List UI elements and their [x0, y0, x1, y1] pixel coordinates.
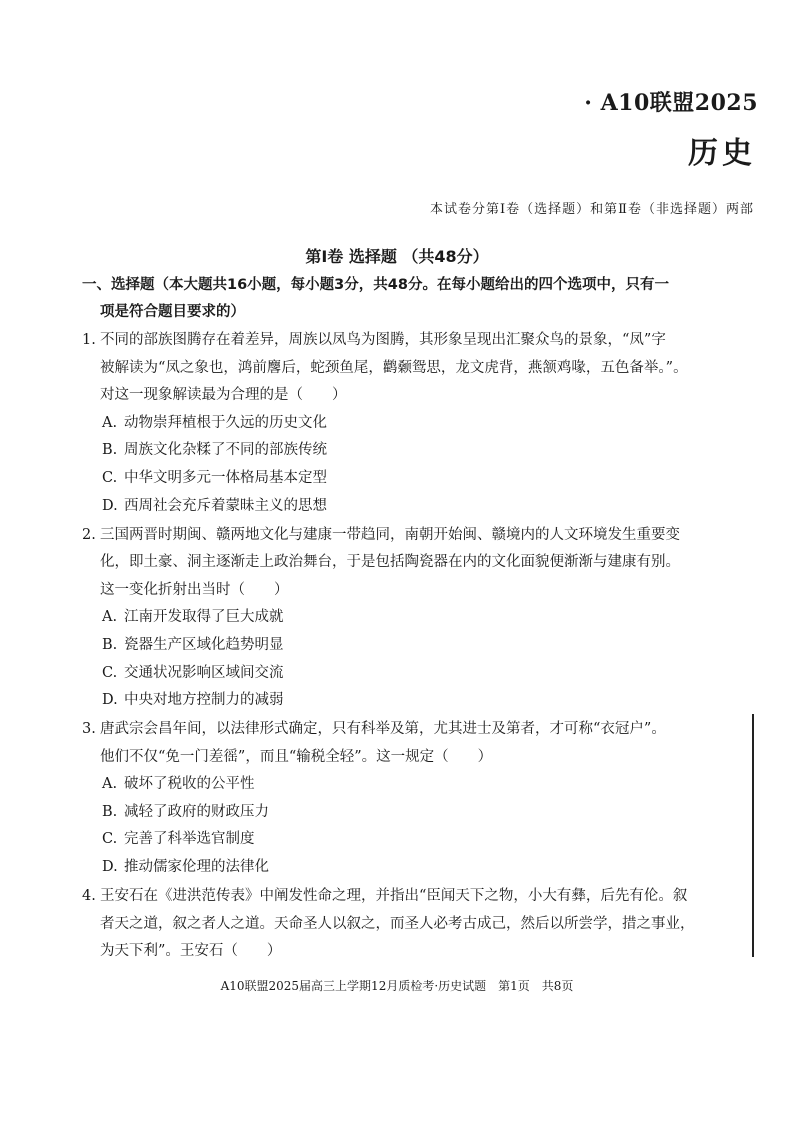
option-text: 交通状况影响区域间交流	[124, 664, 284, 681]
question-2	[82, 522, 722, 715]
option-letter: C.	[102, 831, 118, 848]
question-3	[82, 716, 722, 882]
answer-option	[82, 854, 722, 882]
option-text: 减轻了政府的财政压力	[124, 803, 269, 820]
question-stem-line: 化，即土豪、洞主逐渐走上政治舞台，于是包括陶瓷器在内的文化面貌便渐渐与建康有别。	[100, 554, 680, 571]
question-stem-line: 唐武宗会昌年间，以法律形式确定，只有科举及第，尤其进士及第者，才可称“衣冠户”。	[100, 721, 666, 738]
question-stem-line: 他们不仅“免一门差徭”，而且“输税全轻”。这一规定（ ）	[100, 748, 493, 765]
option-letter: B.	[102, 803, 118, 820]
option-text: 江南开发取得了巨大成就	[124, 609, 284, 626]
question-1	[82, 327, 722, 520]
subject-title: 历史	[688, 136, 756, 171]
answer-option	[82, 410, 722, 438]
section-heading-line2: 项是符合题目要求的）	[100, 304, 245, 320]
question-number: 1.	[82, 332, 96, 348]
question-number: 2.	[82, 526, 96, 543]
question-stem-line: 为天下利”。王安石（ ）	[100, 943, 282, 960]
question-stem-first-line	[82, 522, 722, 550]
option-letter: A.	[102, 776, 118, 793]
page-footer: A10联盟2025届高三上学期12月质检考·历史试题 第1页 共8页	[220, 979, 574, 993]
option-letter: D.	[102, 692, 118, 709]
question-stem-line: 三国两晋时期闽、赣两地文化与建康一带趋同，南朝开始闽、赣境内的人文环境发生重要变	[100, 526, 680, 543]
question-stem-line: 这一变化折射出当时（ ）	[100, 581, 289, 598]
option-text: 瓷器生产区域化趋势明显	[124, 636, 284, 653]
question-stem-line: 对这一现象解读最为合理的是（ ）	[100, 387, 347, 404]
answer-option	[82, 493, 722, 521]
exam-brand-title: · A10联盟2025	[584, 90, 758, 116]
option-letter: B.	[102, 442, 118, 459]
option-letter: A.	[102, 609, 118, 626]
part-title: 第Ⅰ卷 选择题 （共48分）	[305, 247, 489, 266]
option-text: 中央对地方控制力的减弱	[124, 692, 284, 709]
answer-option	[82, 826, 722, 854]
option-text: 破坏了税收的公平性	[124, 776, 255, 793]
question-stem-first-line	[82, 327, 722, 355]
option-letter: A.	[102, 414, 118, 431]
question-number: 3.	[82, 721, 96, 738]
answer-option	[82, 437, 722, 465]
question-stem-first-line	[82, 883, 722, 911]
margin-rule	[752, 714, 754, 957]
option-text: 动物崇拜植根于久远的历史文化	[124, 414, 327, 431]
answer-option	[82, 771, 722, 799]
question-stem-line: 王安石在《进洪范传表》中阐发性命之理，并指出“臣闻天下之物，小大有彝，后先有伦。叙	[100, 888, 688, 905]
section-heading	[82, 272, 722, 326]
answer-option	[82, 687, 722, 715]
option-letter: D.	[102, 859, 118, 876]
question-list	[82, 327, 722, 967]
option-letter: D.	[102, 497, 118, 514]
option-text: 周族文化杂糅了不同的部族传统	[124, 442, 327, 459]
option-letter: C.	[102, 664, 118, 681]
answer-option	[82, 604, 722, 632]
option-text: 推动儒家伦理的法律化	[124, 859, 269, 876]
option-text: 中华文明多元一体格局基本定型	[124, 469, 327, 486]
question-stem-line: 被解读为“凤之象也，鸿前麐后，蛇颈鱼尾，鹳颡鸳思，龙文虎背，燕颔鸡喙，五色备举。”。	[100, 359, 688, 376]
question-number: 4.	[82, 888, 96, 905]
exam-instructions: 本试卷分第Ⅰ卷（选择题）和第Ⅱ卷（非选择题）两部	[430, 202, 754, 217]
question-stem-line: 者天之道，叙之者人之道。天命圣人以叙之，而圣人必考古成己，然后以所尝学，措之事业，	[100, 915, 695, 932]
section-heading-line1: 一、选择题（本大题共16小题，每小题3分，共48分。在每小题给出的四个选项中，只有一	[82, 277, 669, 293]
answer-option	[82, 799, 722, 827]
option-letter: C.	[102, 469, 118, 486]
question-stem-first-line	[82, 716, 722, 744]
question-4	[82, 883, 722, 966]
option-text: 完善了科举选官制度	[124, 831, 255, 848]
answer-option	[82, 660, 722, 688]
option-text: 西周社会充斥着蒙昧主义的思想	[124, 497, 327, 514]
question-stem-line: 不同的部族图腾存在着差异，周族以凤鸟为图腾，其形象呈现出汇聚众鸟的景象，“凤”字	[100, 332, 666, 348]
answer-option	[82, 465, 722, 493]
answer-option	[82, 632, 722, 660]
option-letter: B.	[102, 636, 118, 653]
